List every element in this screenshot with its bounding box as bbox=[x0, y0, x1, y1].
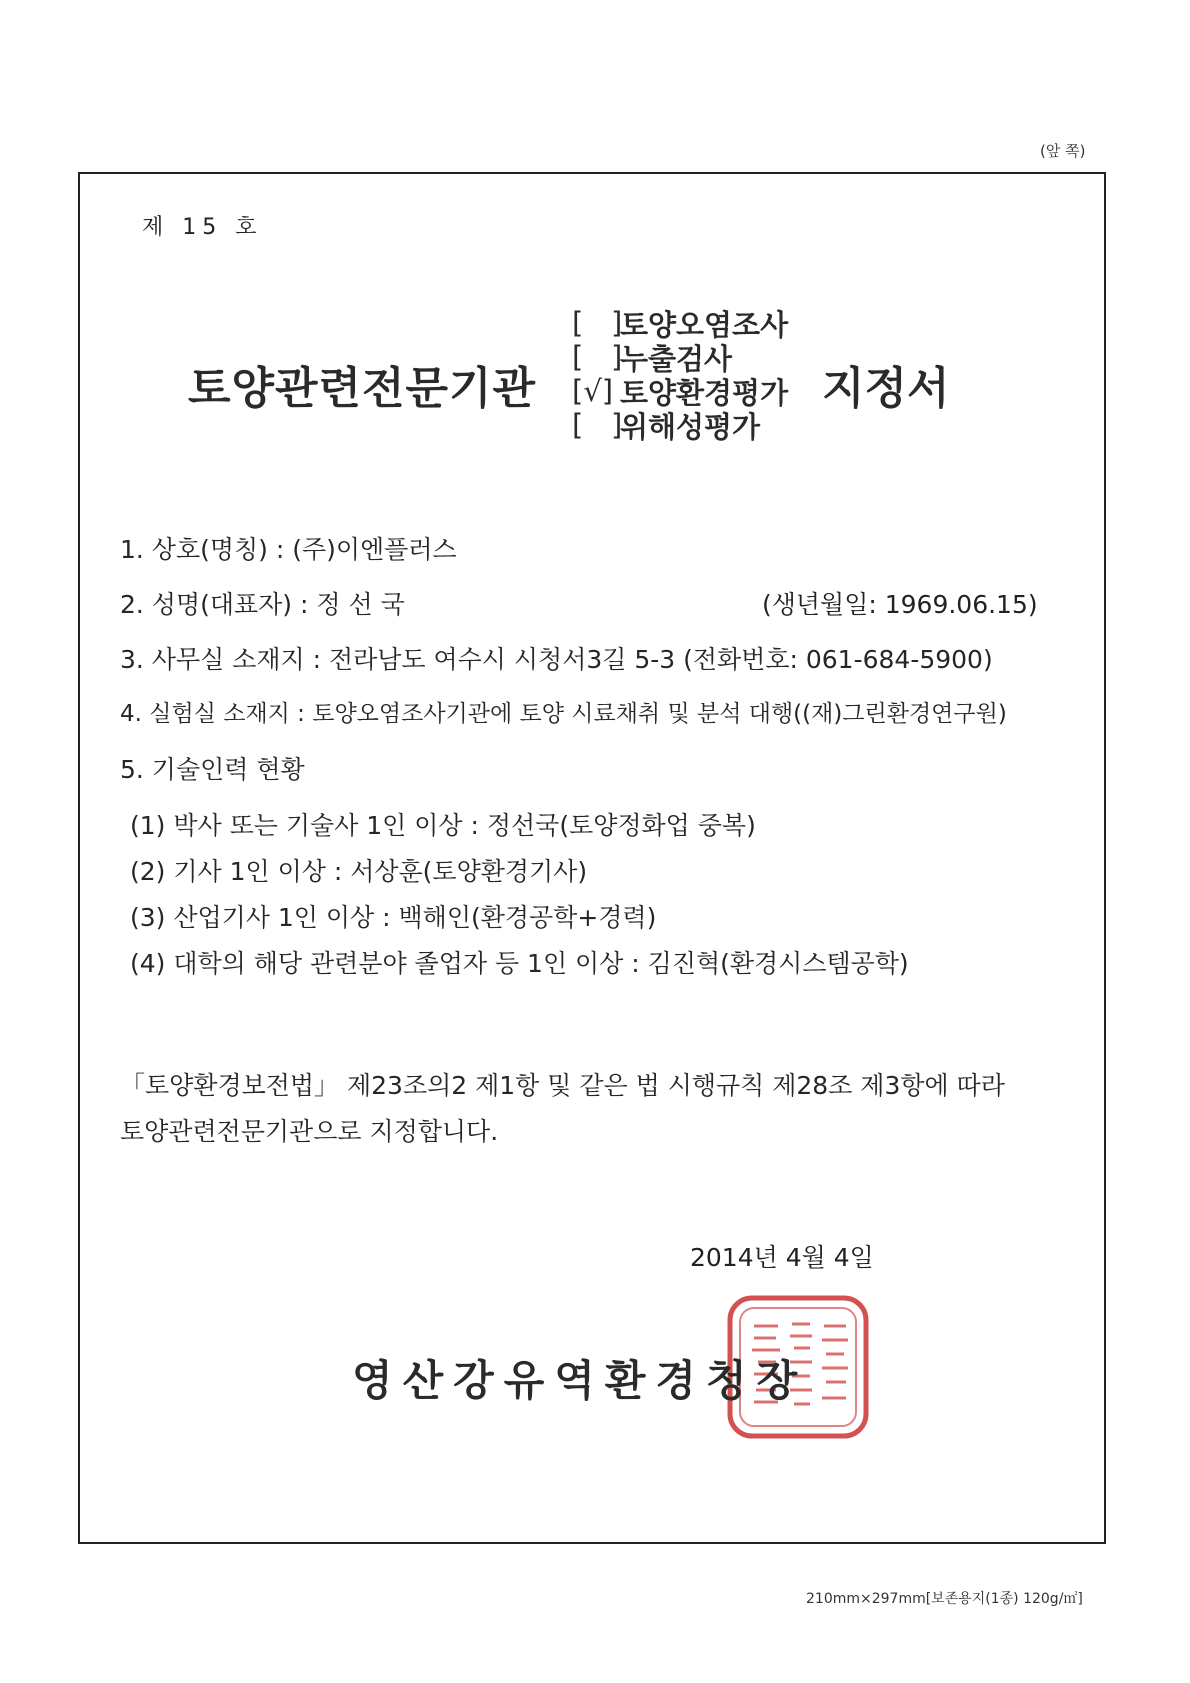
option-risk-assessment bbox=[572, 408, 788, 442]
staff-item: (4) 대학의 해당 관련분야 졸업자 등 1인 이상 : 김진혁(환경시스템공학) bbox=[130, 949, 909, 978]
option-leak-inspection bbox=[572, 340, 788, 374]
issuing-authority: 영산강유역환경청장 bbox=[352, 1356, 808, 1405]
option-soil-environment-assessment bbox=[572, 374, 788, 408]
statement-line-1: 「토양환경보전법」 제23조의2 제1항 및 같은 법 시행규칙 제28조 제3항에 따라 bbox=[120, 1071, 1005, 1100]
checkbox-mark: [ ] bbox=[572, 340, 623, 374]
designation-options bbox=[572, 306, 788, 442]
certificate-number: 제 15 호 bbox=[142, 215, 263, 240]
staff-item: (2) 기사 1인 이상 : 서상훈(토양환경기사) bbox=[130, 857, 588, 886]
checkbox-mark: [ ] bbox=[572, 408, 623, 442]
item-lab-address: 4. 실험실 소재지 : 토양오염조사기관에 토양 시료채취 및 분석 대행((재)그린환경연구원) bbox=[120, 701, 1007, 727]
staff-item: (3) 산업기사 1인 이상 : 백해인(환경공학+경력) bbox=[130, 903, 657, 932]
item-company-name: 1. 상호(명칭) : (주)이엔플러스 bbox=[120, 535, 457, 564]
title-main: 토양관련전문기관 bbox=[188, 363, 537, 414]
title-end: 지정서 bbox=[822, 363, 950, 414]
option-label: 토양오염조사 bbox=[620, 307, 789, 342]
issue-date: 2014년 4월 4일 bbox=[690, 1243, 874, 1272]
option-soil-pollution-survey bbox=[572, 306, 788, 340]
checkbox-mark-checked: [√] bbox=[572, 374, 614, 408]
statement-line-2: 토양관련전문기관으로 지정합니다. bbox=[120, 1117, 499, 1146]
option-label: 누출검사 bbox=[620, 341, 733, 376]
option-label: 토양환경평가 bbox=[620, 375, 789, 410]
item-office-address: 3. 사무실 소재지 : 전라남도 여수시 시청서3길 5-3 (전화번호: 061-684-5900) bbox=[120, 645, 993, 674]
staff-item: (1) 박사 또는 기술사 1인 이상 : 정선국(토양정화업 중복) bbox=[130, 811, 756, 840]
item-staff-heading: 5. 기술인력 현황 bbox=[120, 755, 305, 784]
option-label: 위해성평가 bbox=[620, 409, 761, 444]
checkbox-mark: [ ] bbox=[572, 306, 623, 340]
item-representative: 2. 성명(대표자) : 정 선 국 bbox=[120, 590, 405, 619]
item-birth-date: (생년월일: 1969.06.15) bbox=[762, 590, 1038, 619]
front-side-label: (앞 쪽) bbox=[1040, 142, 1086, 160]
paper-spec: 210mm×297mm[보존용지(1종) 120g/㎡] bbox=[806, 1591, 1083, 1607]
